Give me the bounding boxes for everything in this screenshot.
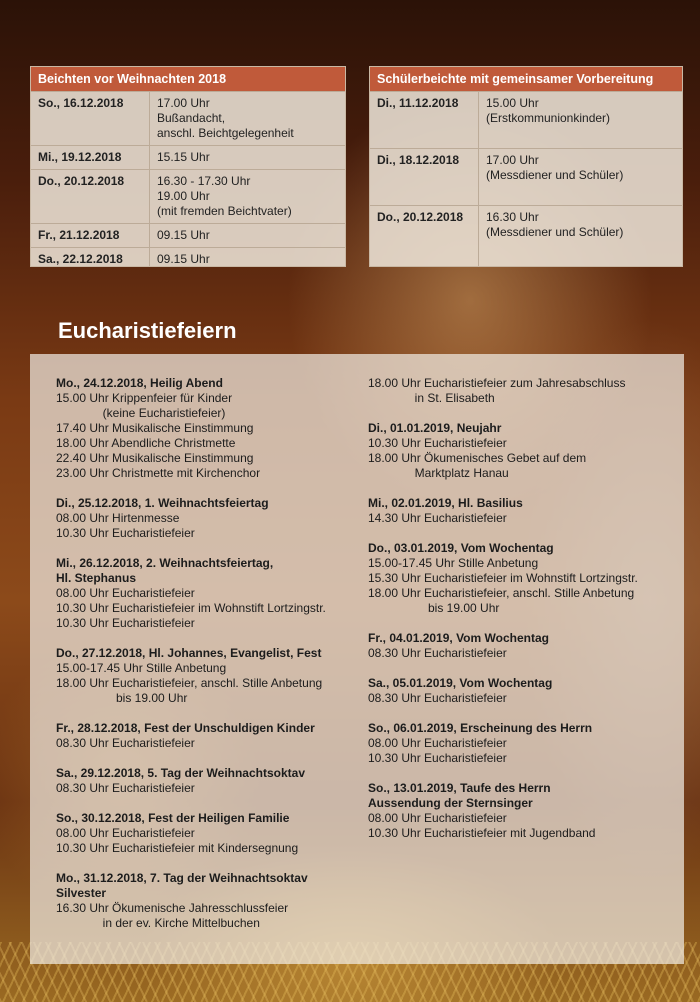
- entry-line: 08.00 Uhr Hirtenmesse: [56, 511, 180, 525]
- schedule-entry: [368, 631, 678, 661]
- entry-line: 08.30 Uhr Eucharistiefeier: [56, 781, 195, 795]
- row-date: Mi., 19.12.2018: [38, 150, 122, 164]
- table-row: [31, 223, 345, 247]
- entry-line: bis 19.00 Uhr: [56, 691, 188, 705]
- schedule-entry: [368, 781, 678, 841]
- schedule-column-left: [56, 376, 366, 946]
- row-date: Fr., 21.12.2018: [38, 228, 120, 242]
- entry-title: Fr., 04.01.2019, Vom Wochentag: [368, 631, 549, 645]
- schedule-entry: [368, 541, 678, 616]
- table-row: [370, 148, 682, 205]
- entry-line: 14.30 Uhr Eucharistiefeier: [368, 511, 507, 525]
- row-date: Do., 20.12.2018: [38, 174, 125, 188]
- row-time: 15.15 Uhr: [157, 150, 210, 164]
- schedule-entry: [56, 496, 366, 541]
- schedule-entry: [56, 871, 366, 931]
- schedule-entry: [368, 376, 678, 406]
- schedule-entry: [368, 496, 678, 526]
- entry-title: Mi., 02.01.2019, Hl. Basilius: [368, 496, 523, 510]
- entry-line: Marktplatz Hanau: [368, 466, 509, 480]
- row-time: 17.00 Uhr (Messdiener und Schüler): [486, 153, 624, 182]
- table-row: [31, 247, 345, 270]
- entry-title: Sa., 05.01.2019, Vom Wochentag: [368, 676, 553, 690]
- entry-line: 17.40 Uhr Musikalische Einstimmung: [56, 421, 254, 435]
- entry-line: 18.00 Uhr Eucharistiefeier, anschl. Stille Anbetung: [368, 586, 635, 600]
- table-row: [31, 145, 345, 169]
- entry-title: Mo., 31.12.2018, 7. Tag der Weihnachtsoktav Silvester: [56, 871, 308, 900]
- schedule-entry: [368, 676, 678, 706]
- entry-line: 08.00 Uhr Eucharistiefeier: [56, 586, 195, 600]
- entry-line: 18.00 Uhr Abendliche Christmette: [56, 436, 236, 450]
- row-date: Di., 18.12.2018: [377, 153, 460, 167]
- entry-title: So., 30.12.2018, Fest der Heiligen Familie: [56, 811, 290, 825]
- row-date: Do., 20.12.2018: [377, 210, 464, 224]
- row-time: 16.30 - 17.30 Uhr 19.00 Uhr (mit fremden Beichtvater): [157, 174, 292, 218]
- entry-title: Di., 01.01.2019, Neujahr: [368, 421, 502, 435]
- entry-line: 15.00-17.45 Uhr Stille Anbetung: [56, 661, 227, 675]
- entry-line: bis 19.00 Uhr: [368, 601, 500, 615]
- entry-line: 08.00 Uhr Eucharistiefeier: [368, 736, 507, 750]
- entry-line: (keine Eucharistiefeier): [56, 406, 226, 420]
- entry-title: Di., 25.12.2018, 1. Weihnachtsfeiertag: [56, 496, 269, 510]
- entry-line: 15.00-17.45 Uhr Stille Anbetung: [368, 556, 539, 570]
- table-row: [370, 91, 682, 148]
- entry-title: Fr., 28.12.2018, Fest der Unschuldigen Kinder: [56, 721, 315, 735]
- entry-line: 08.00 Uhr Eucharistiefeier: [368, 811, 507, 825]
- entry-line: 10.30 Uhr Eucharistiefeier im Wohnstift Lortzingstr.: [56, 601, 326, 615]
- entry-line: 10.30 Uhr Eucharistiefeier mit Kindersegnung: [56, 841, 299, 855]
- schedule-entry: [56, 811, 366, 856]
- schedule-entry: [368, 421, 678, 481]
- entry-line: in St. Elisabeth: [368, 391, 495, 405]
- entry-line: 18.00 Uhr Eucharistiefeier, anschl. Stille Anbetung: [56, 676, 323, 690]
- entry-line: in der ev. Kirche Mittelbuchen: [56, 916, 260, 930]
- entry-line: 10.30 Uhr Eucharistiefeier: [368, 436, 507, 450]
- table-row: [31, 169, 345, 223]
- schuelerbeichte-title: Schülerbeichte mit gemeinsamer Vorbereitung: [370, 67, 682, 91]
- entry-line: 10.30 Uhr Eucharistiefeier: [368, 751, 507, 765]
- row-date: So., 16.12.2018: [38, 96, 124, 110]
- row-time: 09.15 Uhr: [157, 228, 210, 242]
- row-date: Di., 11.12.2018: [377, 96, 459, 110]
- entry-line: 08.30 Uhr Eucharistiefeier: [368, 646, 507, 660]
- entry-line: 10.30 Uhr Eucharistiefeier: [56, 616, 195, 630]
- entry-line: 10.30 Uhr Eucharistiefeier mit Jugendband: [368, 826, 596, 840]
- row-date: Sa., 22.12.2018: [38, 252, 123, 266]
- eucharistie-heading: Eucharistiefeiern: [58, 318, 237, 343]
- entry-line: 08.30 Uhr Eucharistiefeier: [368, 691, 507, 705]
- schedule-entry: [56, 376, 366, 481]
- entry-line: 15.00 Uhr Krippenfeier für Kinder: [56, 391, 233, 405]
- entry-line: 08.30 Uhr Eucharistiefeier: [56, 736, 195, 750]
- schedule-entry: [56, 766, 366, 796]
- beichten-table: [30, 66, 346, 267]
- entry-line: 18.00 Uhr Eucharistiefeier zum Jahresabschluss: [368, 376, 626, 390]
- schedule-column-right: [368, 376, 678, 856]
- entry-line: 23.00 Uhr Christmette mit Kirchenchor: [56, 466, 261, 480]
- entry-title: So., 13.01.2019, Taufe des Herrn Aussendung der Sternsinger: [368, 781, 551, 810]
- eucharistie-panel: [30, 354, 684, 964]
- entry-line: 15.30 Uhr Eucharistiefeier im Wohnstift Lortzingstr.: [368, 571, 638, 585]
- entry-line: 08.00 Uhr Eucharistiefeier: [56, 826, 195, 840]
- schedule-entry: [368, 721, 678, 766]
- schedule-entry: [56, 721, 366, 751]
- table-row: [370, 205, 682, 268]
- entry-line: 16.30 Uhr Ökumenische Jahresschlussfeier: [56, 901, 289, 915]
- entry-title: Mo., 24.12.2018, Heilig Abend: [56, 376, 223, 390]
- entry-title: Do., 27.12.2018, Hl. Johannes, Evangelist, Fest: [56, 646, 322, 660]
- entry-line: 10.30 Uhr Eucharistiefeier: [56, 526, 195, 540]
- row-time: 15.00 Uhr (Erstkommunionkinder): [486, 96, 611, 125]
- schedule-entry: [56, 556, 366, 631]
- entry-title: So., 06.01.2019, Erscheinung des Herrn: [368, 721, 593, 735]
- entry-title: Do., 03.01.2019, Vom Wochentag: [368, 541, 554, 555]
- schedule-entry: [56, 646, 366, 706]
- row-time: 16.30 Uhr (Messdiener und Schüler): [486, 210, 624, 239]
- table-row: [31, 91, 345, 145]
- row-time: 09.15 Uhr: [157, 252, 210, 266]
- entry-line: 18.00 Uhr Ökumenisches Gebet auf dem: [368, 451, 587, 465]
- beichten-title: Beichten vor Weihnachten 2018: [31, 67, 345, 91]
- schuelerbeichte-table: [369, 66, 683, 267]
- row-time: 17.00 Uhr Bußandacht, anschl. Beichtgelegenheit: [157, 96, 294, 140]
- entry-title: Mi., 26.12.2018, 2. Weihnachtsfeiertag, Hl. Stephanus: [56, 556, 274, 585]
- entry-title: Sa., 29.12.2018, 5. Tag der Weihnachtsoktav: [56, 766, 306, 780]
- entry-line: 22.40 Uhr Musikalische Einstimmung: [56, 451, 254, 465]
